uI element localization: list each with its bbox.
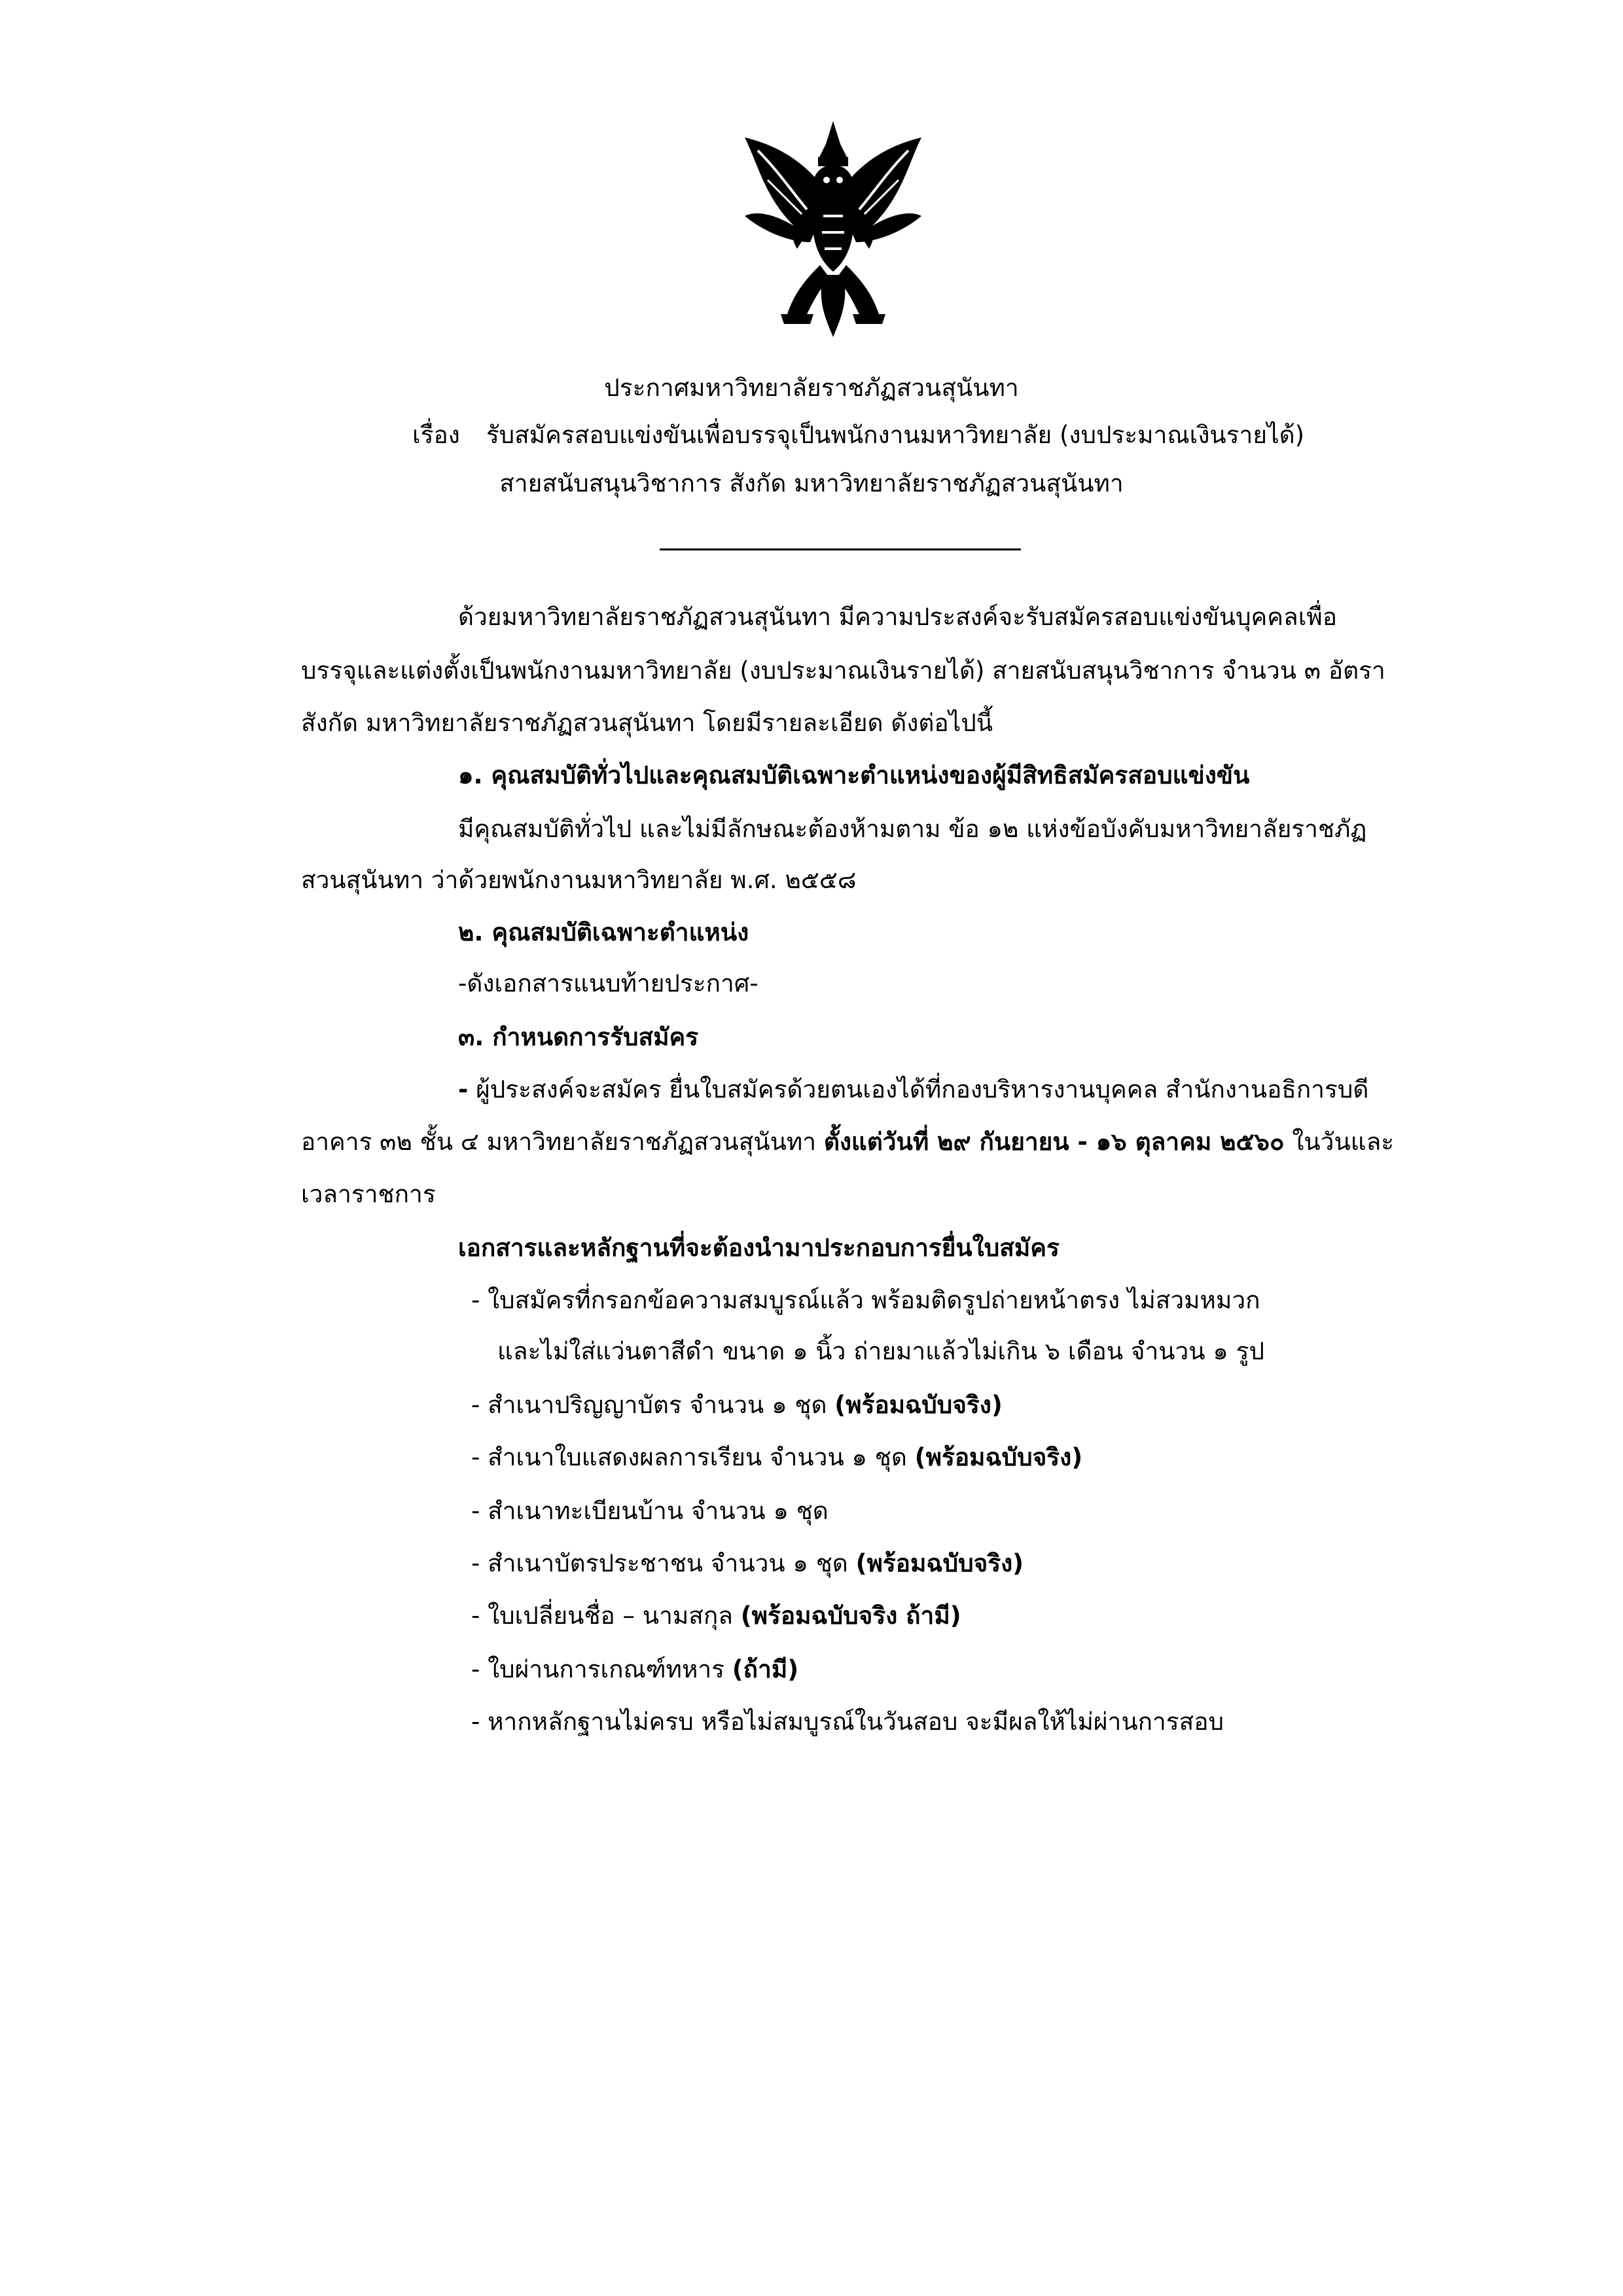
garuda-emblem-icon: [732, 118, 935, 340]
documents-item-4: - สำเนาทะเบียนบ้าน จำนวน ๑ ชุด: [471, 1497, 829, 1525]
intro-line-2: บรรจุและแต่งตั้งเป็นพนักงานมหาวิทยาลัย (งบประมาณเงินรายได้) สายสนับสนุนวิชาการ จำนวน ๓ อัตรา: [301, 656, 1385, 685]
intro-line-3: สังกัด มหาวิทยาลัยราชภัฏสวนสุนันทา โดยมีรายละเอียด ดังต่อไปนี้: [301, 709, 993, 737]
section3-location: อาคาร ๓๒ ชั้น ๔ มหาวิทยาลัยราชภัฏสวนสุนันทา: [301, 1128, 824, 1156]
intro-line-1: ด้วยมหาวิทยาลัยราชภัฏสวนสุนันทา มีความประสงค์จะรับสมัครสอบแข่งขันบุคคลเพื่อ: [458, 603, 1337, 631]
documents-item-5: [471, 1547, 1024, 1580]
documents-item-3-note: (พร้อมฉบับจริง): [914, 1443, 1083, 1471]
section3-line-3: เวลาราชการ: [301, 1180, 436, 1208]
documents-item-2-note: (พร้อมฉบับจริง): [834, 1391, 1003, 1419]
documents-heading: เอกสารและหลักฐานที่จะต้องนำมาประกอบการยื่นใบสมัคร: [458, 1234, 1060, 1262]
section3-line-1-text: ผู้ประสงค์จะสมัคร ยื่นใบสมัครด้วยตนเองได้ที่กองบริหารงานบุคคล สำนักงานอธิการบดี: [468, 1075, 1369, 1103]
section3-line-2-end: ในวันและ: [1284, 1128, 1395, 1156]
subject-line: [412, 419, 1304, 452]
documents-item-5-note: (พร้อมฉบับจริง): [855, 1549, 1024, 1577]
documents-item-8: - หากหลักฐานไม่ครบ หรือไม่สมบูรณ์ในวันสอบ จะมีผลให้ไม่ผ่านการสอบ: [471, 1708, 1224, 1736]
subject-line-2: สายสนับสนุนวิชาการ สังกัด มหาวิทยาลัยราชภัฏสวนสุนันทา: [499, 469, 1124, 497]
documents-item-6-text: - ใบเปลี่ยนชื่อ – นามสกุล: [471, 1602, 741, 1630]
section2-heading: ๒. คุณสมบัติเฉพาะตำแหน่ง: [458, 918, 749, 946]
subject-label: เรื่อง: [412, 421, 460, 449]
documents-item-5-text: - สำเนาบัตรประชาชน จำนวน ๑ ชุด: [471, 1549, 856, 1577]
subject-text: รับสมัครสอบแข่งขันเพื่อบรรจุเป็นพนักงานมหาวิทยาลัย (งบประมาณเงินรายได้): [486, 421, 1305, 449]
section3-line-2: [301, 1126, 1394, 1158]
documents-item-2-text: - สำเนาปริญญาบัตร จำนวน ๑ ชุด: [471, 1391, 835, 1419]
documents-item-2: [471, 1389, 1003, 1422]
section1-line-2: สวนสุนันทา ว่าด้วยพนักงานมหาวิทยาลัย พ.ศ. ๒๕๕๘: [301, 866, 857, 894]
section3-heading: ๓. กำหนดการรับสมัคร: [458, 1023, 699, 1051]
documents-item-3-text: - สำเนาใบแสดงผลการเรียน จำนวน ๑ ชุด: [471, 1443, 915, 1471]
documents-item-7: [471, 1653, 798, 1686]
documents-item-7-note: (ถ้ามี): [732, 1655, 799, 1683]
announcement-title: ประกาศมหาวิทยาลัยราชภัฏสวนสุนันทา: [604, 374, 1019, 402]
documents-item-1-line-1: - ใบสมัครที่กรอกข้อความสมบูรณ์แล้ว พร้อมติดรูปถ่ายหน้าตรง ไม่สวมหมวก: [471, 1286, 1260, 1314]
documents-item-6-note: (พร้อมฉบับจริง ถ้ามี): [740, 1602, 961, 1630]
section1-line-1: มีคุณสมบัติทั่วไป และไม่มีลักษณะต้องห้ามตาม ข้อ ๑๒ แห่งข้อบังคับมหาวิทยาลัยราชภัฏ: [458, 815, 1367, 843]
documents-item-6: [471, 1600, 961, 1632]
documents-item-7-text: - ใบผ่านการเกณฑ์ทหาร: [471, 1655, 732, 1683]
section3-dash: -: [458, 1075, 469, 1103]
section3-line-1: [458, 1073, 1368, 1106]
section3-dates: ตั้งแต่วันที่ ๒๙ กันยายน - ๑๖ ตุลาคม ๒๕๖๐: [823, 1128, 1285, 1156]
section2-text: -ดังเอกสารแนบท้ายประกาศ-: [458, 969, 758, 997]
documents-item-1-line-2: และไม่ใส่แว่นตาสีดำ ขนาด ๑ นิ้ว ถ่ายมาแล้วไม่เกิน ๖ เดือน จำนวน ๑ รูป: [497, 1337, 1264, 1365]
header-divider: [660, 548, 1021, 550]
documents-item-3: [471, 1441, 1082, 1474]
section1-heading: ๑. คุณสมบัติทั่วไปและคุณสมบัติเฉพาะตำแหน่งของผู้มีสิทธิสมัครสอบแข่งขัน: [458, 761, 1250, 789]
